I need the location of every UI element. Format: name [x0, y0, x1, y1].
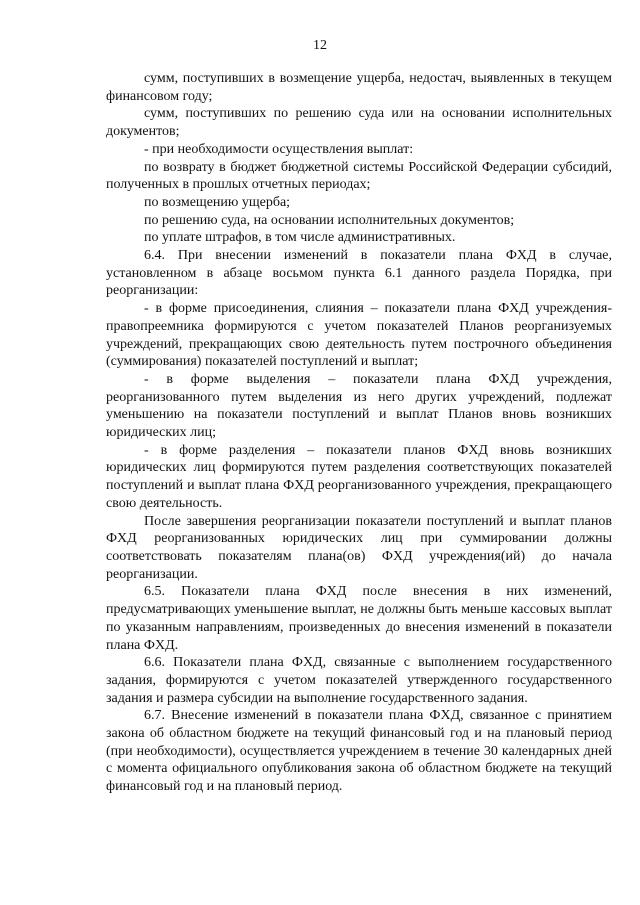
paragraph: - в форме выделения – показатели плана ФХД учреждения, реорганизованного путем выделения из него других учреждений, подлежат уменьшению на показатели поступлений и выплат Планов вновь возникших юридических лиц;: [106, 371, 612, 441]
paragraph: по решению суда, на основании исполнительных документов;: [144, 212, 515, 228]
paragraph: по уплате штрафов, в том числе административных.: [144, 230, 456, 246]
paragraph-6-6: 6.6. Показатели плана ФХД, связанные с выполнением государственного задания, формируются с учетом показателей утвержденного государственного задания и размера субсидии на выполнение государственного задания.: [106, 655, 612, 706]
paragraph-6-5: 6.5. Показатели плана ФХД после внесения в них изменений, предусматривающих уменьшение выплат, не должны быть меньше кассовых выплат по указанным направлениям, произведенных до внесения изменений в показатели плана ФХД.: [106, 584, 612, 653]
paragraph: сумм, поступивших по решению суда или на основании исполнительных документов;: [106, 106, 612, 140]
paragraph: После завершения реорганизации показатели поступлений и выплат планов ФХД реорганизованных юридических лиц при суммировании должны соответствовать показателям плана(ов) ФХД учреждения(ий) до начала реорганизации.: [106, 513, 612, 582]
paragraph: по возмещению ущерба;: [144, 194, 291, 210]
paragraph: - в форме разделения – показатели планов ФХД вновь возникших юридических лиц формируются путем разделения соответствующих показателей поступлений и выплат плана ФХД реорганизованного учреждения, прекращающего свою деятельность.: [106, 442, 612, 511]
paragraph: сумм, поступивших в возмещение ущерба, недостач, выявленных в текущем финансовом году;: [106, 71, 612, 104]
page-number: 12: [313, 38, 327, 53]
paragraph-6-4: 6.4. При внесении изменений в показатели плана ФХД в случае, установленном в абзаце восьмом пункта 6.1 данного раздела Порядка, при реорганизации:: [106, 248, 612, 299]
paragraph: - в форме присоединения, слияния – показатели плана ФХД учреждения-правопреемника формируются с учетом показателей Планов реорганизуемых учреждений, прекращающих свою деятельность путем построчного объединения (суммирования) показателей поступлений и выплат;: [106, 301, 612, 370]
paragraph: - при необходимости осуществления выплат:: [144, 141, 414, 157]
paragraph: по возврату в бюджет бюджетной системы Российской Федерации субсидий, полученных в прошлых отчетных периодах;: [106, 159, 612, 193]
paragraph-6-7: 6.7. Внесение изменений в показатели плана ФХД, связанное с принятием закона об областном бюджете на текущий финансовый год и на плановый период (при необходимости), осуществляется учреждением в течение 30 календарных дней с момента официального опубликования закона об областном бюджете на текущий финансовый год и на плановый период.: [106, 708, 612, 795]
document-body: [106, 70, 612, 796]
